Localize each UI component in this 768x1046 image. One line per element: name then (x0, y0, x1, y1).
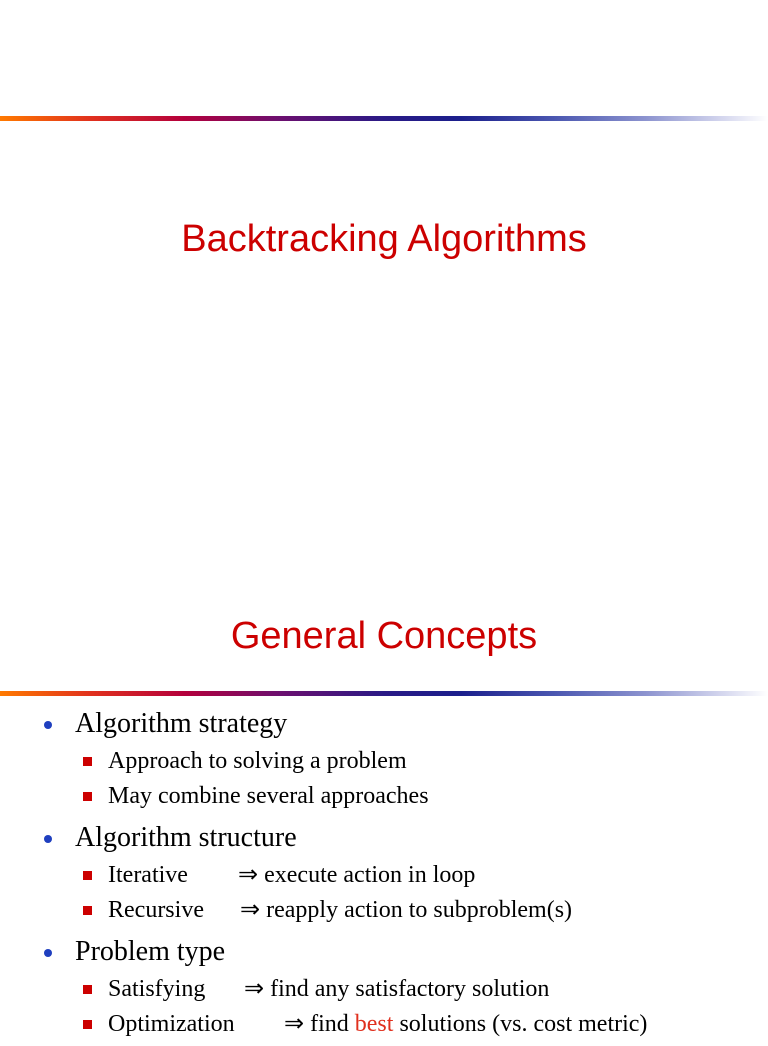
square-bullet-icon (83, 1020, 92, 1029)
term-description: reapply action to subproblem(s) (266, 897, 573, 923)
bullet-dot-icon (44, 949, 52, 957)
slide-title: General Concepts (230, 615, 538, 657)
term-description-prefix: find (310, 1011, 349, 1037)
term-label: Optimization (108, 1011, 235, 1037)
sub-bullet-list (0, 972, 768, 1042)
bullet-text: Problem type (75, 936, 226, 967)
bullet-text: Algorithm structure (75, 822, 297, 853)
title-divider-rule (0, 691, 768, 696)
sub-bullet-item (0, 1007, 768, 1042)
bullet-text: Algorithm strategy (75, 708, 288, 739)
highlighted-word: best (354, 1011, 394, 1037)
sub-bullet-list (0, 858, 768, 928)
square-bullet-icon (83, 906, 92, 915)
bullet-list (0, 704, 768, 1046)
sub-bullet-text: May combine several approaches (108, 783, 429, 809)
slide-title: Backtracking Algorithms (181, 218, 587, 260)
sub-bullet-item (0, 972, 768, 1007)
square-bullet-icon (83, 757, 92, 766)
bullet-item (0, 818, 768, 858)
sub-bullet-text: Approach to solving a problem (108, 748, 407, 774)
bullet-dot-icon (44, 835, 52, 843)
implies-arrow-icon: ⇒ (244, 976, 265, 1002)
square-bullet-icon (83, 871, 92, 880)
term-label: Iterative (108, 862, 188, 888)
title-divider-rule (0, 116, 768, 121)
implies-arrow-icon: ⇒ (238, 862, 259, 888)
term-label: Satisfying (108, 976, 206, 1002)
implies-arrow-icon: ⇒ (240, 897, 261, 923)
term-description: find any satisfactory solution (270, 976, 550, 1002)
term-description: execute action in loop (264, 862, 476, 888)
sub-bullet-item (0, 858, 768, 893)
term-description-suffix: solutions (vs. cost metric) (399, 1011, 648, 1037)
bullet-dot-icon (44, 721, 52, 729)
implies-arrow-icon: ⇒ (284, 1011, 305, 1037)
term-label: Recursive (108, 897, 204, 923)
bullet-item (0, 932, 768, 972)
square-bullet-icon (83, 985, 92, 994)
square-bullet-icon (83, 792, 92, 801)
sub-bullet-item (0, 893, 768, 928)
sub-bullet-item (0, 779, 768, 814)
sub-bullet-list (0, 744, 768, 814)
bullet-item (0, 704, 768, 744)
sub-bullet-item (0, 744, 768, 779)
